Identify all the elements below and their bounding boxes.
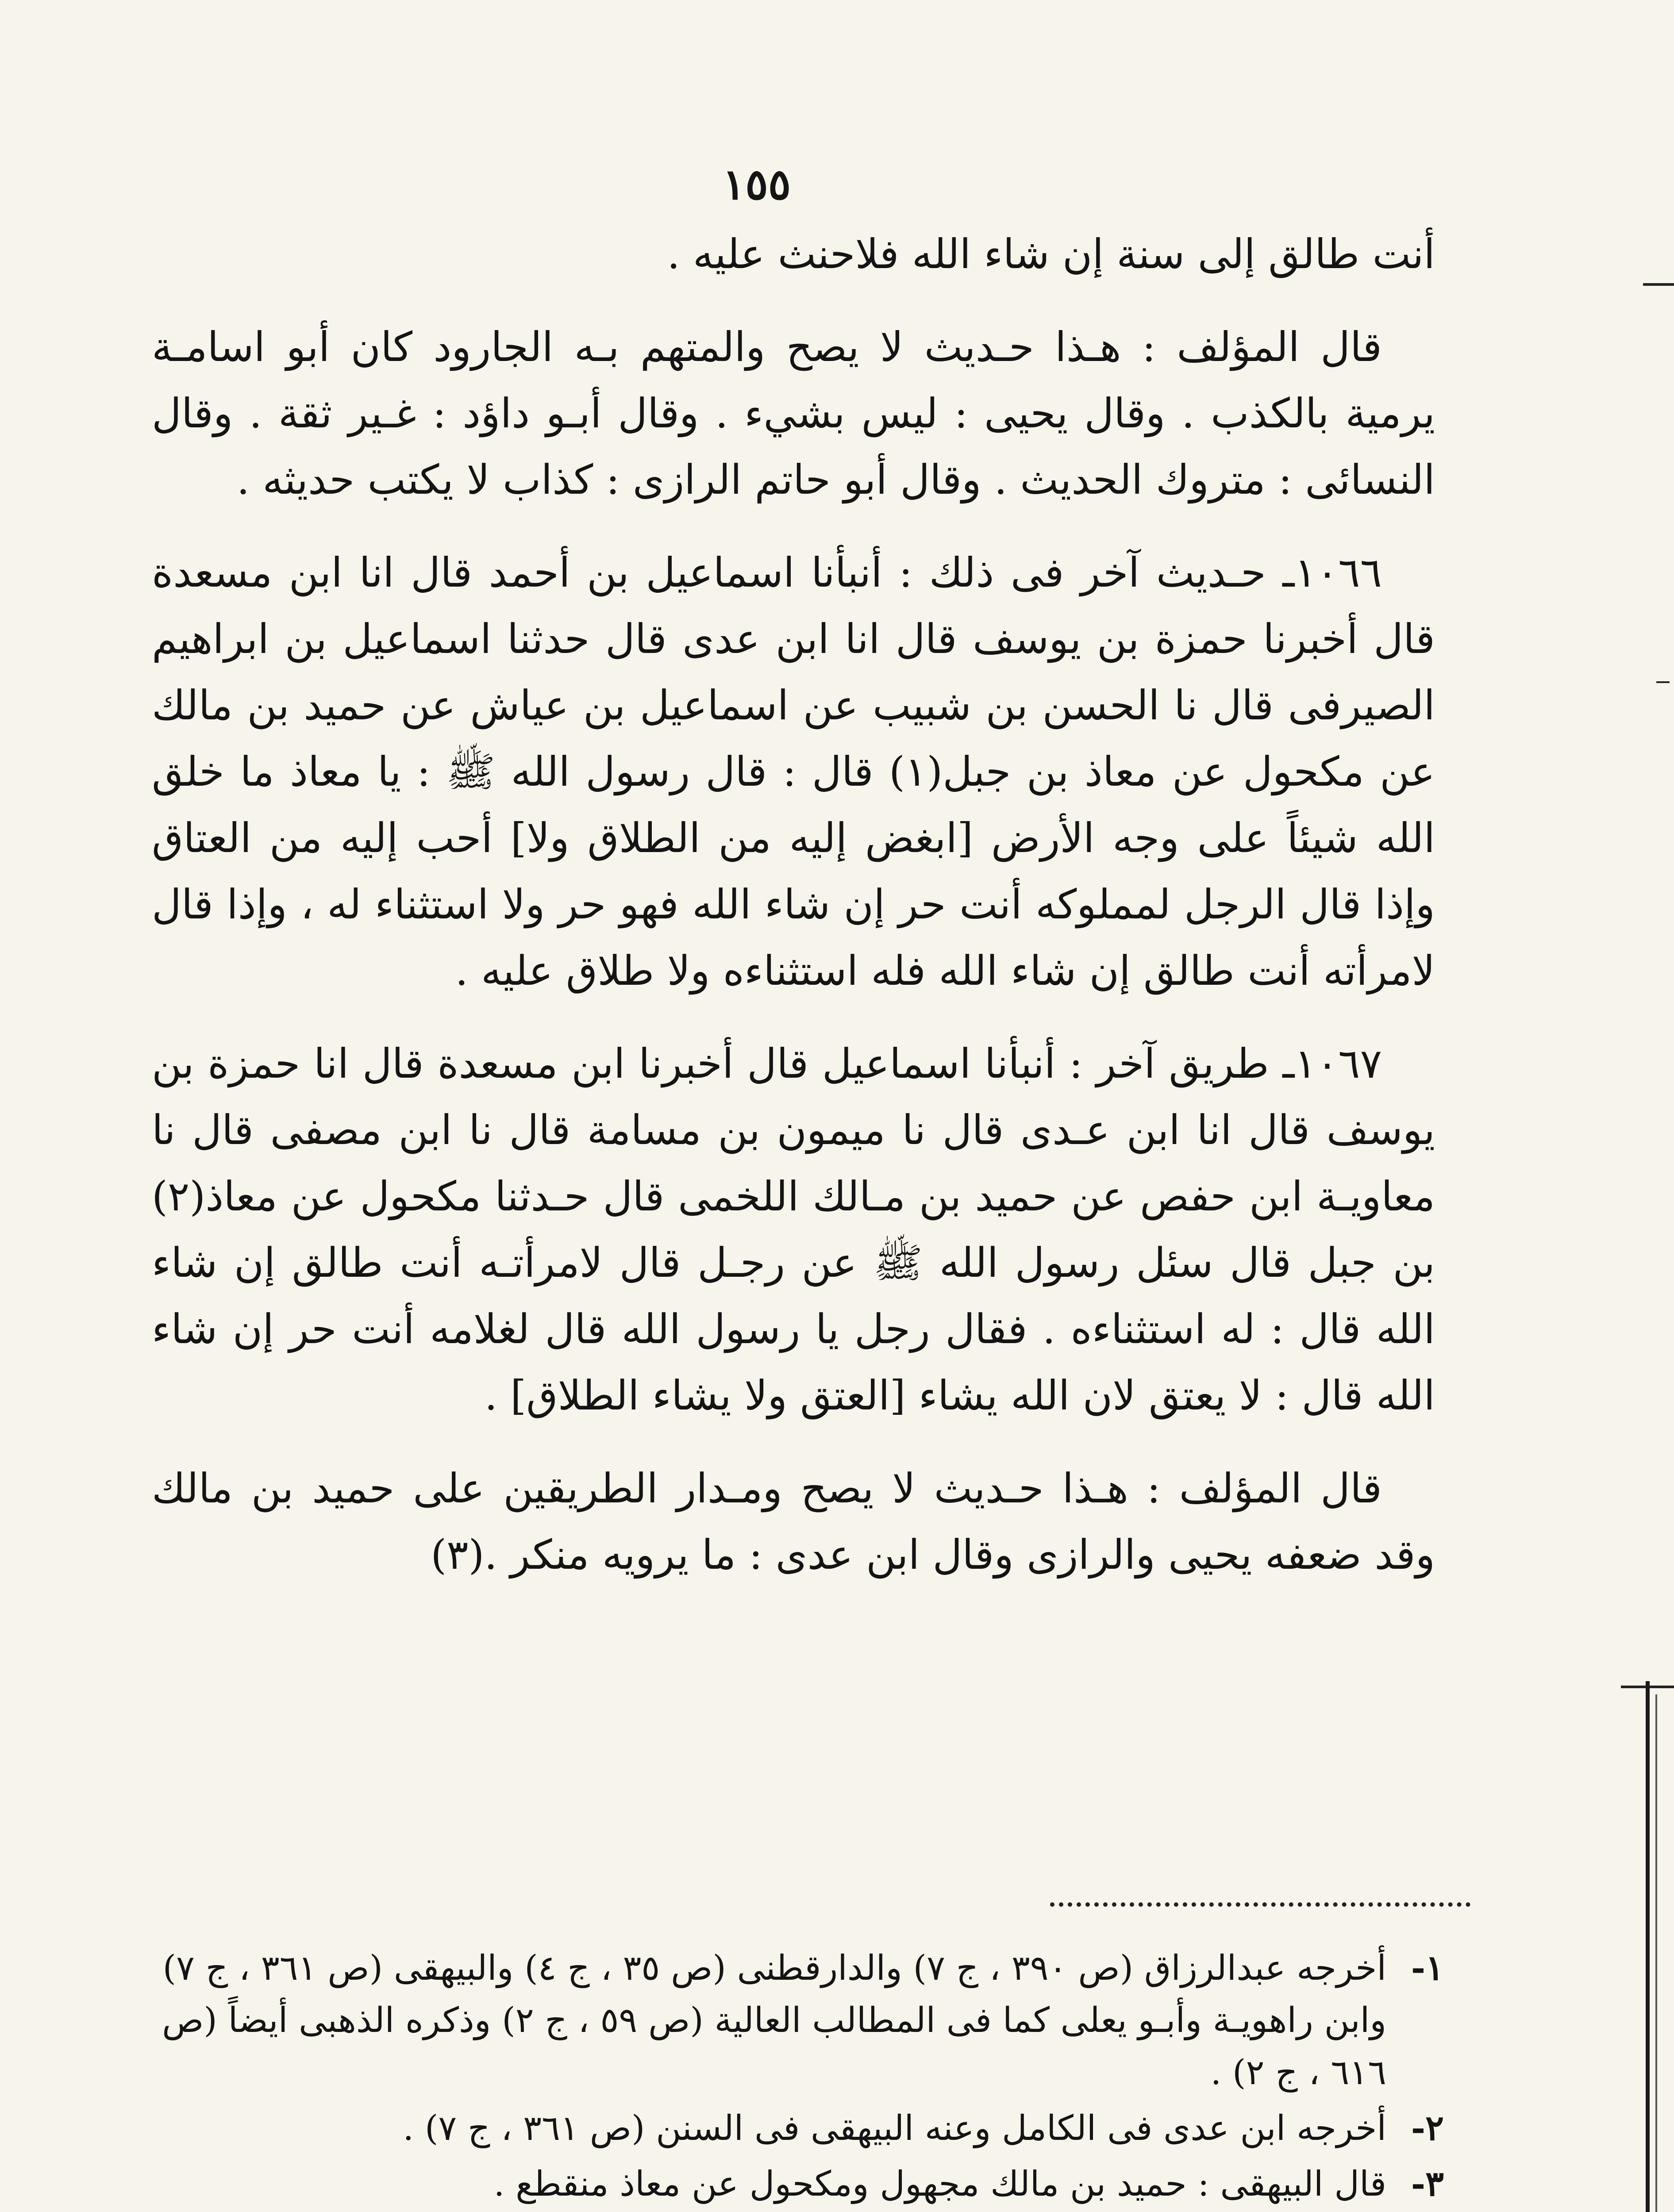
footnote-1	[161, 1942, 1444, 2099]
main-text	[152, 221, 1435, 1615]
page-number: ١٥٥	[722, 159, 791, 209]
margin-mark	[1656, 681, 1670, 683]
footnote-3	[161, 2158, 1444, 2210]
footnote-number: ٣-	[1411, 2164, 1444, 2204]
footnote-2	[161, 2102, 1444, 2154]
paragraph-3-hadith-1066: ١٠٦٦ـ حـديث آخر فى ذلك : أنبأنا اسماعيل بن أحمد قال انا ابن مسعدة قال أخبرنا حمزة بن يوسف قال انا ابن عدى قال حدثنا اسماعيل بن ابراهيم الصيرفى قال نا الحسن بن شبيب عن اسماعيل بن عياش عن حميد بن مالك عن مكحول عن معاذ بن جبل(١) قال : قال رسول الله ﷺ : يا معاذ ما خلق الله شيئاً على وجه الأرض [ابغض إليه من الطلاق ولا] أحب إليه من العتاق وإذا قال الرجل لمملوكه أنت حر إن شاء الله فهو حر ولا استثناء له ، وإذا قال لامرأته أنت طالق إن شاء الله فله استثناءه ولا طلاق عليه .	[152, 549, 1435, 995]
paragraph-4-hadith-1067: ١٠٦٧ـ طريق آخر : أنبأنا اسماعيل قال أخبرنا ابن مسعدة قال انا حمزة بن يوسف قال انا ابن عـدى قال نا ميمون بن مسامة قال نا ابن مصفى قال نا معاويـة ابن حفص عن حميد بن مـالك اللخمى قال حـدثنا مكحول عن معاذ(٢) بن جبل قال سئل رسول الله ﷺ عن رجـل قال لامرأتـه أنت طالق إن شاء الله قال : له استثناءه . فقال رجل يا رسول الله قال لغلامه أنت حر إن شاء الله قال : لا يعتق لان الله يشاء [العتق ولا يشاء الطلاق] .	[152, 1040, 1435, 1419]
footnote-divider	[1050, 1902, 1470, 1907]
paragraph-1: أنت طالق إلى سنة إن شاء الله فلاحنث عليه .	[667, 230, 1435, 278]
page-edge-line	[1655, 1694, 1657, 2212]
page-edge-line	[1646, 1681, 1650, 2212]
margin-mark	[1643, 283, 1674, 286]
footnote-text: أخرجه ابن عدى فى الكامل وعنه البيهقى فى السنن (ص ٣٦١ ، ج ٧) .	[403, 2108, 1386, 2148]
footnote-number: ٢-	[1411, 2108, 1444, 2148]
footnote-text: قال البيهقى : حميد بن مالك مجهول ومكحول عن معاذ منقطع .	[493, 2164, 1386, 2204]
paragraph-2: قال المؤلف : هـذا حـديث لا يصح والمتهم بـه الجارود كان أبو اسامـة يرمية بالكذب . وقال يحيى : ليس بشيء . وقال أبـو داؤد : غـير ثقة . وقال النسائى : متروك الحديث . وقال أبو حاتم الرازى : كذاب لا يكتب حديثه .	[152, 323, 1435, 503]
paragraph-5: قال المؤلف : هـذا حـديث لا يصح ومـدار الطريقين على حميد بن مالك وقد ضعفه يحيى والرازى وقال ابن عدى : ما يرويه منكر .(٣)	[152, 1465, 1435, 1578]
footnote-number: ١-	[1411, 1948, 1444, 1988]
footnotes	[161, 1942, 1444, 2212]
footnote-text: أخرجه عبدالرزاق (ص ٣٩٠ ، ج ٧) والدارقطنى (ص ٣٥ ، ج ٤) والبيهقى (ص ٣٦١ ، ج ٧) وابن راهويـة وأبـو يعلى كما فى المطالب العالية (ص ٥٩ ، ج ٢) وذكره الذهبى أيضاً (ص ٦١٦ ، ج ٢) .	[162, 1948, 1386, 2093]
